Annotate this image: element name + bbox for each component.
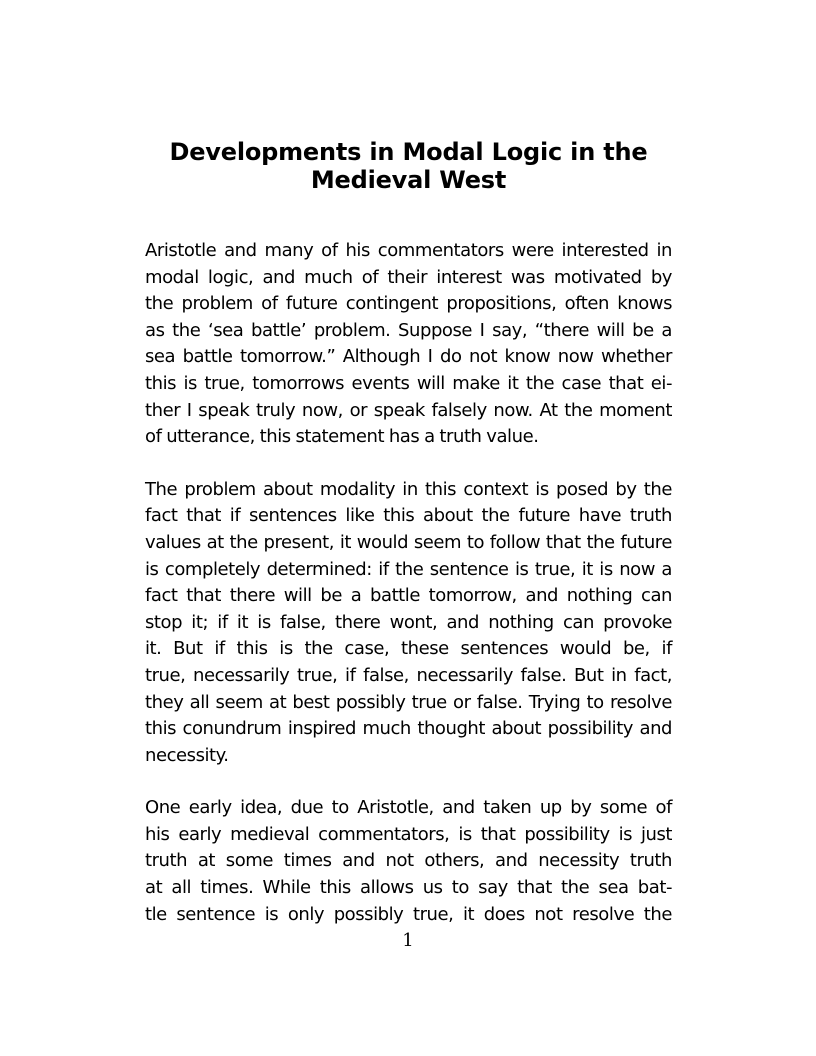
text-line: true, necessarily true, if false, necessarily false. But in fact, xyxy=(145,664,672,686)
text-line: values at the present, it would seem to follow that the future xyxy=(145,531,672,553)
text-line: modal logic, and much of their interest was motivated by xyxy=(145,266,672,288)
text-line: tle sentence is only possibly true, it does not resolve the xyxy=(145,903,672,925)
document-title xyxy=(145,138,672,194)
text-line: truth at some times and not others, and necessity truth xyxy=(145,850,672,872)
title-line: Developments in Modal Logic in the xyxy=(169,138,648,166)
paragraph-3 xyxy=(145,795,672,928)
text-line: the problem of future contingent propositions, often knows xyxy=(145,293,672,315)
text-line: they all seem at best possibly true or false. Trying to resolve xyxy=(145,691,672,713)
text-line: ther I speak truly now, or speak falsely now. At the moment xyxy=(145,399,672,421)
text-line: Aristotle and many of his commentators were interested in xyxy=(145,240,672,261)
text-line: it. But if this is the case, these sentences would be, if xyxy=(145,638,672,660)
text-line: necessity. xyxy=(145,744,229,766)
document-page xyxy=(145,138,672,954)
text-line: as the ‘sea battle’ problem. Suppose I say, “there will be a xyxy=(145,319,672,341)
paragraph-2 xyxy=(145,477,672,770)
title-line: Medieval West xyxy=(310,166,507,194)
paragraph-1 xyxy=(145,238,672,451)
text-line: One early idea, due to Aristotle, and taken up by some of xyxy=(145,797,672,819)
text-line: The problem about modality in this context is posed by the xyxy=(145,478,672,500)
page-number: 1 xyxy=(402,930,414,951)
text-line: at all times. While this allows us to say that the sea bat- xyxy=(145,877,672,899)
text-line: sea battle tomorrow.” Although I do not know now whether xyxy=(145,346,672,368)
text-line: this is true, tomorrows events will make it the case that ei- xyxy=(145,372,672,394)
text-line: is completely determined: if the sentence is true, it is now a xyxy=(145,558,672,580)
text-line: fact that there will be a battle tomorrow, and nothing can xyxy=(145,585,672,607)
text-line: his early medieval commentators, is that possibility is just xyxy=(145,823,672,845)
text-line: fact that if sentences like this about the future have truth xyxy=(145,505,672,527)
text-line: stop it; if it is false, there wont, and nothing can provoke xyxy=(145,611,672,633)
text-line: this conundrum inspired much thought about possibility and xyxy=(145,718,672,740)
text-line: of utterance, this statement has a truth value. xyxy=(145,426,539,448)
